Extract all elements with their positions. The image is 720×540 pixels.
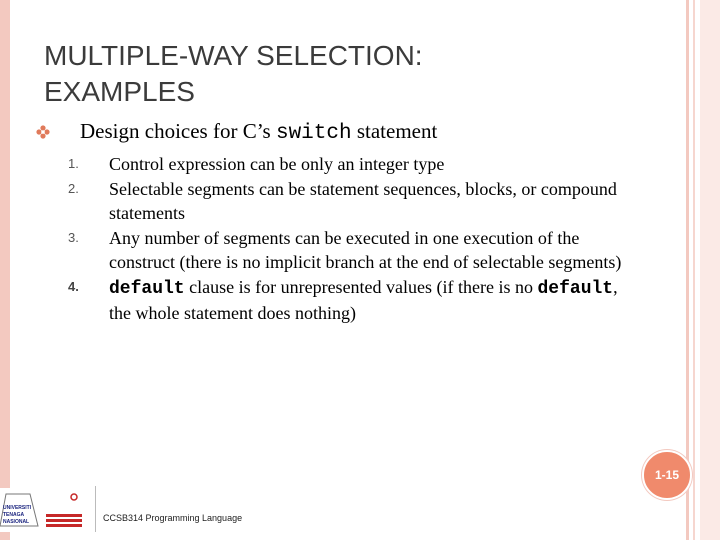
right-frame-line-thin xyxy=(693,0,695,540)
list-item-number: 1. xyxy=(68,156,79,171)
left-frame-bar xyxy=(0,0,10,540)
list-item xyxy=(68,226,628,275)
list-item xyxy=(68,152,628,177)
main-bullet-code: switch xyxy=(275,122,352,145)
list-item xyxy=(68,177,628,226)
flower-bullet-icon xyxy=(36,125,50,139)
title-line-1: MULTIPLE-WAY SELECTION: xyxy=(44,40,423,71)
footer-course-name: CCSB314 Programming Language xyxy=(103,513,243,523)
list-item-text: Control expression can be only an integer type xyxy=(109,154,445,174)
list-item-text: Selectable segments can be statement sequences, blocks, or compound statements xyxy=(109,178,617,223)
list-item-text: , the whole statement does nothing) xyxy=(109,276,618,323)
right-frame-bar xyxy=(700,0,720,540)
list-item-code: default xyxy=(109,278,185,299)
list-item-text: Any number of segments can be executed in one execution of the construct (there is no implicit branch at the end of selectable segments) xyxy=(109,227,622,272)
list-item-number: 3. xyxy=(68,229,79,245)
list-item-number: 4. xyxy=(68,278,79,294)
main-bullet-suffix: statement xyxy=(351,119,438,143)
list-item-text: clause is for unrepresented values (if there is no xyxy=(184,276,538,297)
list-item-code: default xyxy=(537,278,614,299)
university-logo xyxy=(0,488,90,532)
main-bullet-prefix: Design choices for C’s xyxy=(80,119,276,143)
design-choices-list xyxy=(68,152,628,326)
title-line-2: EXAMPLES xyxy=(44,76,195,107)
svg-text:UNIVERSITI: UNIVERSITI xyxy=(3,505,32,511)
footer-divider xyxy=(95,486,96,532)
svg-text:TENAGA: TENAGA xyxy=(3,512,25,518)
slide-title xyxy=(44,38,644,110)
list-item xyxy=(68,275,628,326)
list-item-number: 2. xyxy=(68,180,79,196)
page-number-badge: 1-15 xyxy=(642,450,692,500)
main-bullet xyxy=(80,118,437,147)
svg-text:NASIONAL: NASIONAL xyxy=(3,519,30,525)
